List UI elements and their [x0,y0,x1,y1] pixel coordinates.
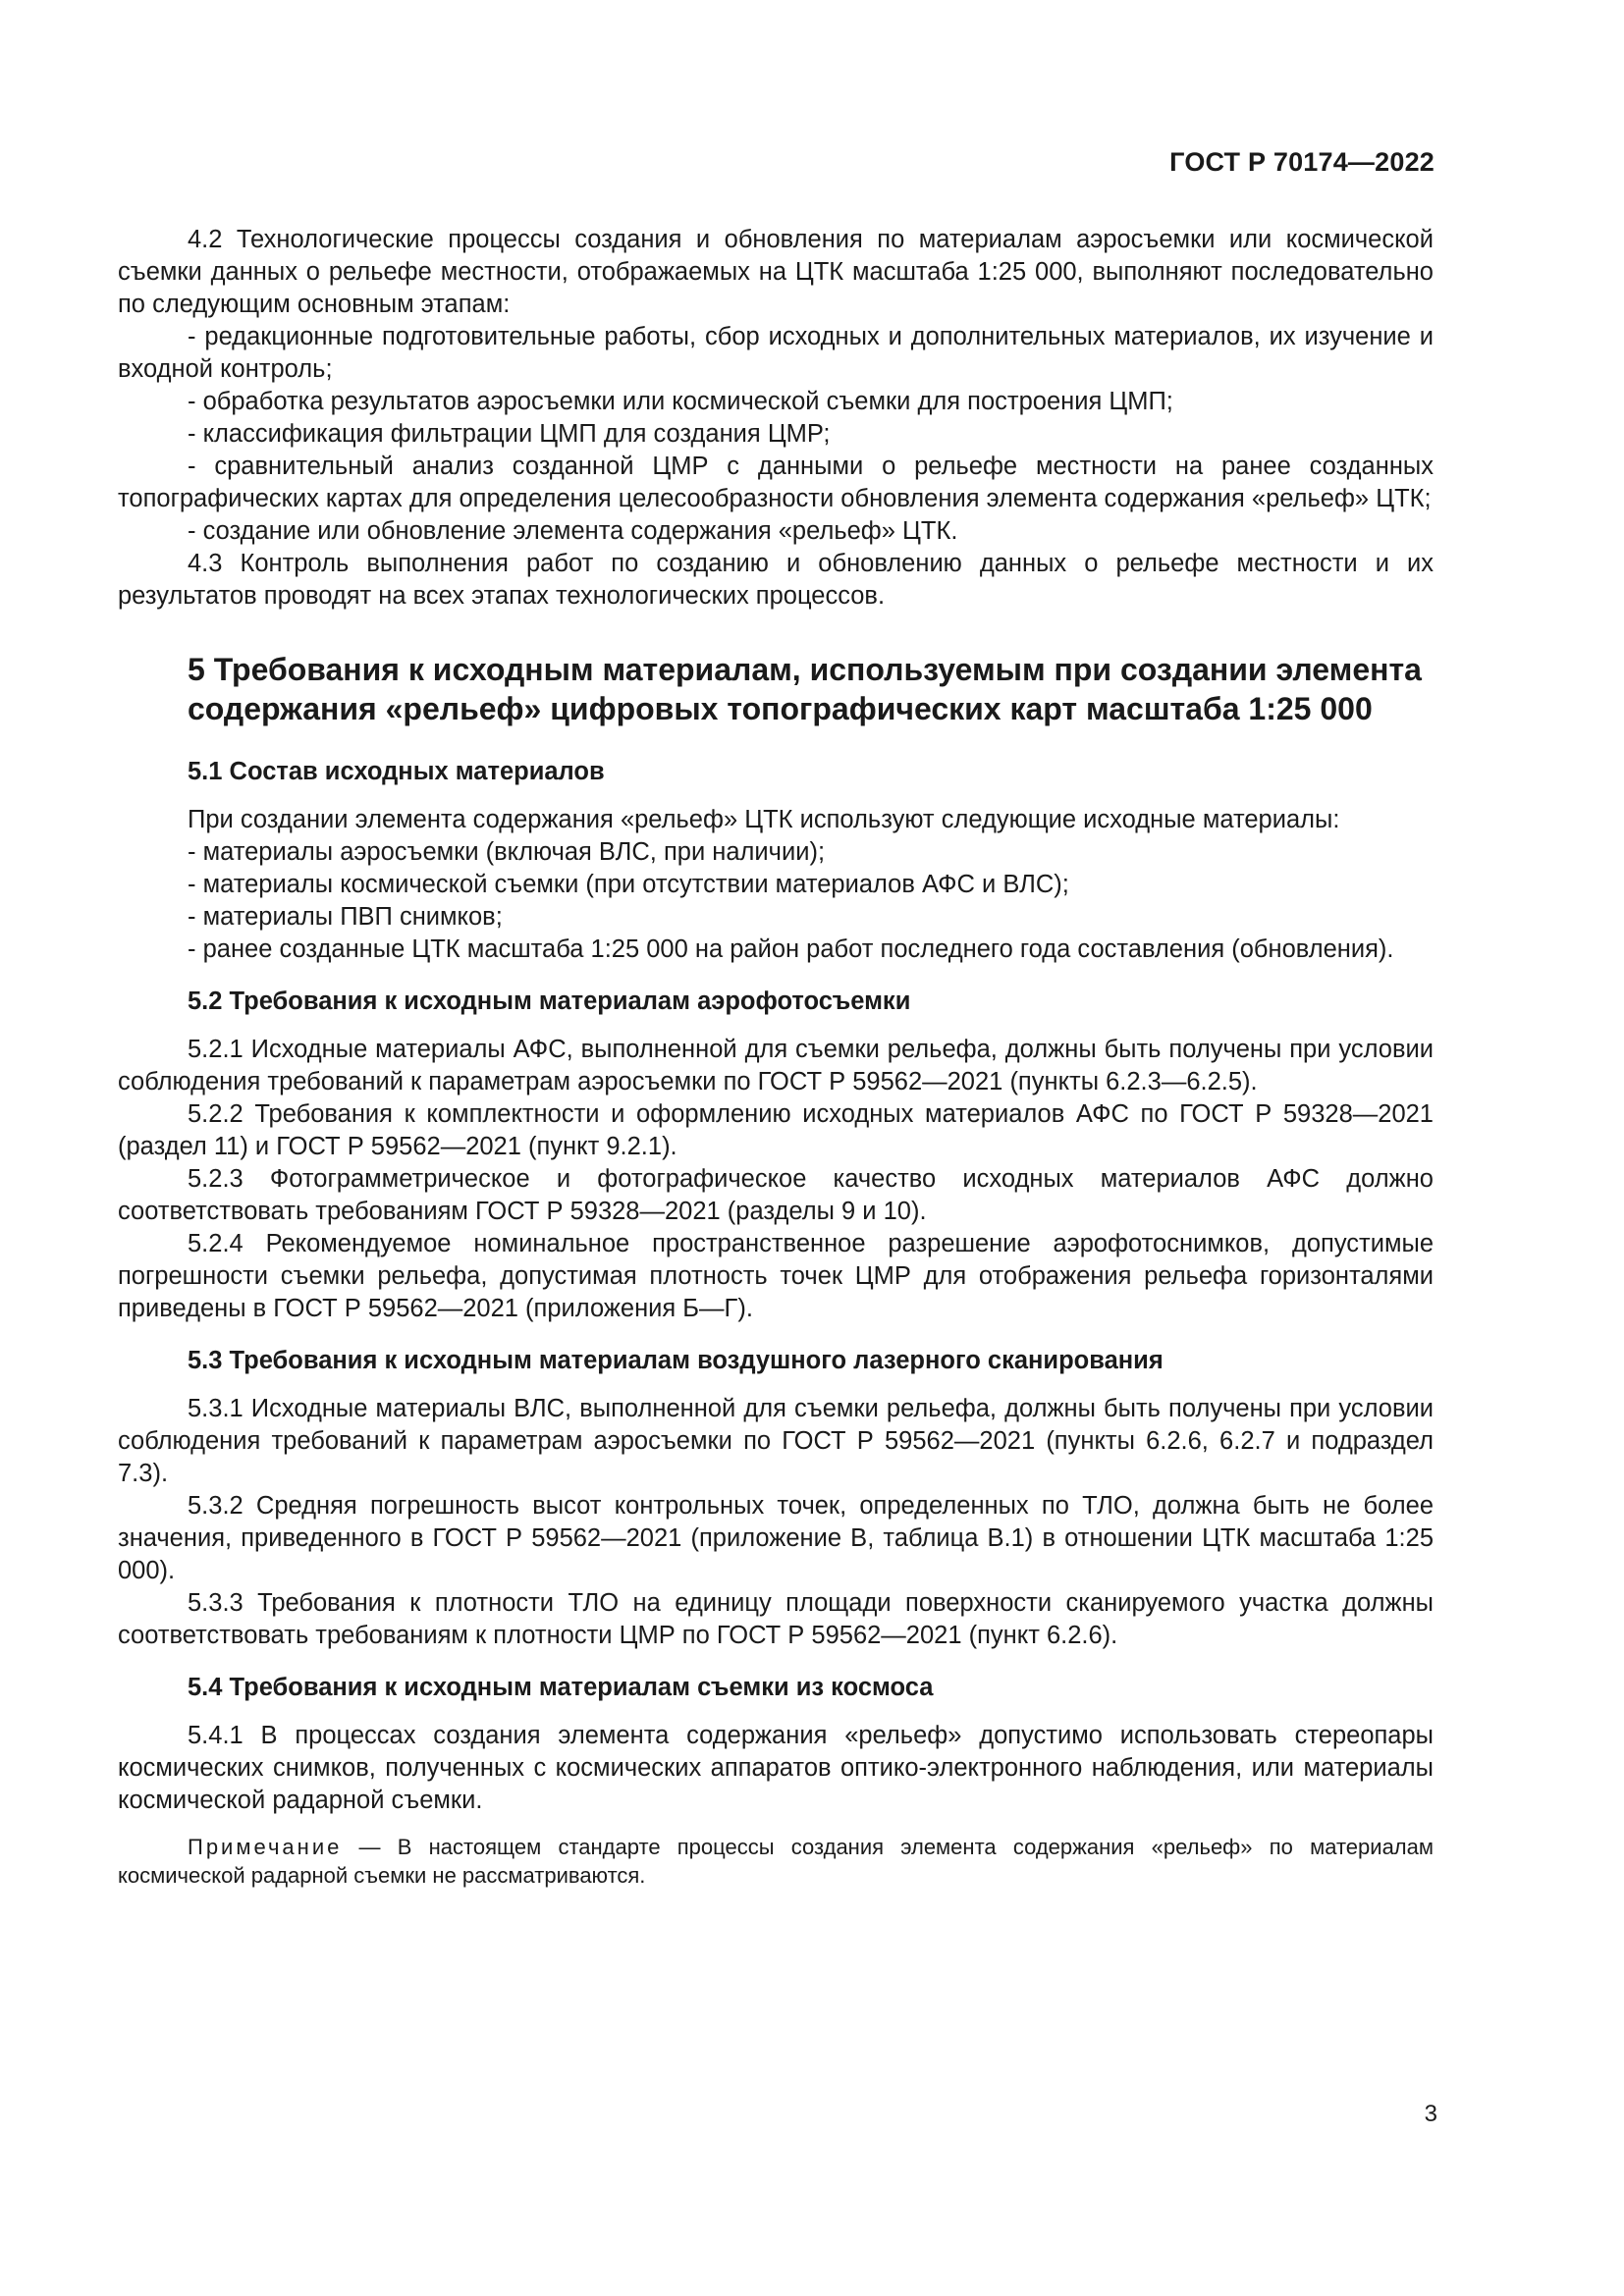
paragraph-4-2: 4.2 Технологические процессы создания и обновления по материалам аэросъемки или космической съемки данных о рельефе местности, отображаемых на ЦТК масштаба 1:25 000, выполняют последовательно по следующим основным этапам: [118,226,1434,318]
paragraph-5-3-2: 5.3.2 Средняя погрешность высот контрольных точек, определенных по ТЛО, должна быть не более значения, приведенного в ГОСТ Р 59562—2021 (приложение В, таблица В.1) в отношении ЦТК масштаба 1:25 000). [118,1492,1434,1584]
paragraph-5-3-3: 5.3.3 Требования к плотности ТЛО на единицу площади поверхности сканируемого участка должны соответствовать требованиям к плотности ЦМР по ГОСТ Р 59562—2021 (пункт 6.2.6). [118,1589,1434,1649]
paragraph-4-3: 4.3 Контроль выполнения работ по созданию и обновлению данных о рельефе местности и их результатов проводят на всех этапах технологических процессов. [118,550,1434,610]
list-item: - материалы аэросъемки (включая ВЛС, при наличии); [188,838,826,866]
paragraph-5-2-2: 5.2.2 Требования к комплектности и оформлению исходных материалов АФС по ГОСТ Р 59328—2021 (раздел 11) и ГОСТ Р 59562—2021 (пункт 9.2.1). [118,1100,1434,1160]
subsection-5-1-title: 5.1 Состав исходных материалов [188,758,605,785]
note-label: Примечание [188,1835,343,1859]
list-item: - ранее созданные ЦТК масштаба 1:25 000 на район работ последнего года составления (обновления). [188,935,1394,963]
paragraph-5-2-4: 5.2.4 Рекомендуемое номинальное пространственное разрешение аэрофотоснимков, допустимые погрешности съемки рельефа, допустимая плотность точек ЦМР для отображения рельефа горизонталями приведены в ГОСТ Р 59562—2021 (приложения Б—Г). [118,1230,1434,1322]
list-item: - создание или обновление элемента содержания «рельеф» ЦТК. [188,517,958,545]
paragraph-5-2-3: 5.2.3 Фотограмметрическое и фотографическое качество исходных материалов АФС должно соответствовать требованиям ГОСТ Р 59328—2021 (разделы 9 и 10). [118,1165,1434,1225]
paragraph-5-3-1: 5.3.1 Исходные материалы ВЛС, выполненной для съемки рельефа, должны быть получены при условии соблюдения требований к параметрам аэросъемки по ГОСТ Р 59562—2021 (пункты 6.2.6, 6.2.7 и подраздел 7.3). [118,1395,1434,1487]
paragraph-5-1-intro: При создании элемента содержания «рельеф» ЦТК используют следующие исходные материалы: [188,806,1340,833]
subsection-5-2-title: 5.2 Требования к исходным материалам аэрофотосъемки [188,988,911,1015]
list-item: - редакционные подготовительные работы, сбор исходных и дополнительных материалов, их изучение и входной контроль; [118,323,1434,383]
list-item: - обработка результатов аэросъемки или космической съемки для построения ЦМП; [188,388,1173,415]
paragraph-5-2-1: 5.2.1 Исходные материалы АФС, выполненной для съемки рельефа, должны быть получены при условии соблюдения требований к параметрам аэросъемки по ГОСТ Р 59562—2021 (пункты 6.2.3—6.2.5). [118,1036,1434,1095]
note [118,1833,1434,1890]
note-text: — В настоящем стандарте процессы создания элемента содержания «рельеф» по материалам космической радарной съемки не рассматриваются. [118,1835,1434,1888]
list-item: - классификация фильтрации ЦМП для создания ЦМР; [188,420,831,448]
list-item: - материалы ПВП снимков; [188,903,503,931]
page-number: 3 [1424,2101,1437,2127]
document-code-header: ГОСТ Р 70174—2022 [1169,147,1435,177]
subsection-5-4-title: 5.4 Требования к исходным материалам съемки из космоса [188,1674,934,1701]
list-item: - сравнительный анализ созданной ЦМР с данными о рельефе местности на ранее созданных топографических картах для определения целесообразности обновления элемента содержания «рельеф» ЦТК; [118,453,1434,512]
paragraph-5-4-1: 5.4.1 В процессах создания элемента содержания «рельеф» допустимо использовать стереопары космических снимков, полученных с космических аппаратов оптико-электронного наблюдения, или материалы космической радарной съемки. [118,1722,1434,1814]
section-5-title: 5 Требования к исходным материалам, используемым при создании элемента содержания «рельеф» цифровых топографических карт масштаба 1:25 000 [188,652,1422,726]
subsection-5-3-title: 5.3 Требования к исходным материалам воздушного лазерного сканирования [188,1347,1164,1374]
page-content [118,224,1434,1890]
list-item: - материалы космической съемки (при отсутствии материалов АФС и ВЛС); [188,871,1069,898]
